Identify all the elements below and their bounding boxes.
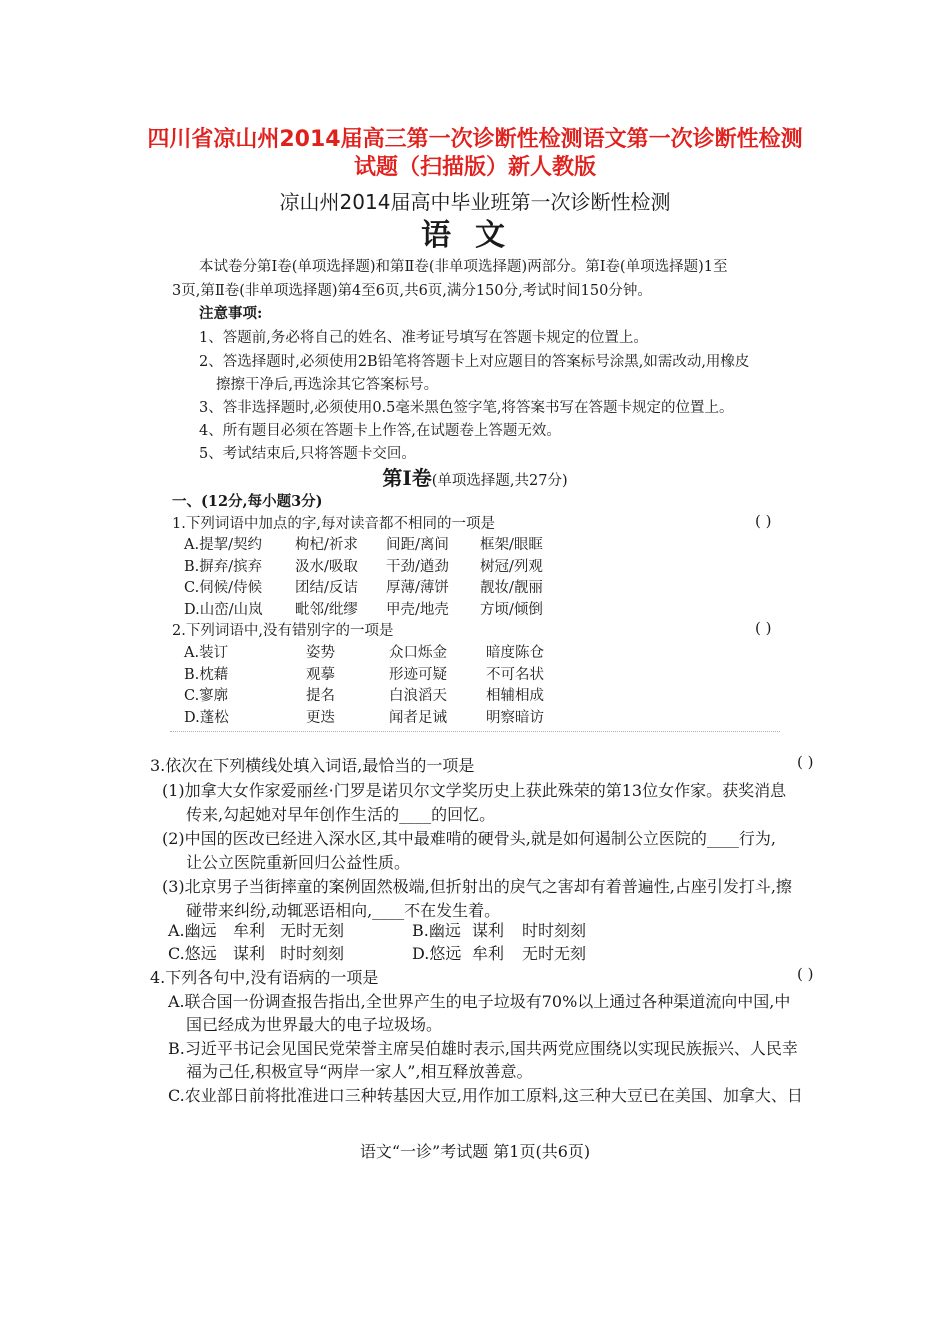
q2-option-cell: 更迭 — [306, 710, 335, 726]
q3-sentence1-line2: 传来,勾起她对早年创作生活的____的回忆。 — [186, 805, 496, 824]
q1-stem: 1.下列词语中加点的字,每对读音都不相同的一项是 — [172, 516, 495, 532]
q2-option-cell: 观摹 — [306, 667, 335, 683]
q1-option-cell: B.摒弃/摈弃 — [184, 559, 263, 575]
q3-sentence2-line1: (2)中国的医改已经进入深水区,其中最难啃的硬骨头,就是如何遏制公立医院的____行为, — [162, 829, 776, 848]
q4-option-C-line1: C.农业部日前将批准进口三种转基因大豆,用作加工原料,这三种大豆已在美国、加拿大、日 — [168, 1086, 803, 1105]
q3-option-cell: B.幽远 — [412, 921, 461, 940]
q3-sentence1-line1: (1)加拿大女作家爱丽丝·门罗是诺贝尔文学奖历史上获此殊荣的第13位女作家。获奖消息 — [162, 781, 787, 800]
q2-stem: 2.下列词语中,没有错别字的一项是 — [172, 623, 394, 639]
page-footer: 语文“一诊”考试题 第1页(共6页) — [359, 1142, 591, 1161]
note-item: 擦擦干净后,再选涂其它答案标号。 — [216, 377, 439, 393]
q4-option-B-line1: B.习近平书记会见国民党荣誉主席吴伯雄时表示,国共两党应围绕以实现民族振兴、人民幸 — [168, 1039, 798, 1058]
q2-option-cell: C.寥廓 — [184, 688, 229, 704]
q2-option-cell: 相辅相成 — [486, 688, 544, 704]
q1-option-cell: 团结/反诘 — [295, 580, 358, 596]
document-title-line2: 试题（扫描版）新人教版 — [353, 155, 596, 180]
subject-title: 语文 — [421, 218, 529, 253]
note-item: 3、答非选择题时,必须使用0.5毫米黑色签字笔,将答案书写在答题卡规定的位置上。 — [199, 400, 734, 416]
q4-option-A-line1: A.联合国一份调查报告指出,全世界产生的电子垃圾有70%以上通过各种渠道流向中国,中 — [168, 992, 791, 1011]
q4-answer-paren: ( ) — [797, 965, 814, 983]
q2-option-cell: 姿势 — [306, 645, 335, 661]
q3-sentence3-line2: 碰带来纠纷,动辄恶语相向,____不在发生着。 — [186, 901, 501, 920]
q3-option-cell: 时时刻刻 — [522, 921, 587, 940]
q3-option-cell: 无时无刻 — [280, 921, 345, 940]
q3-option-cell: 谋利 — [472, 921, 505, 940]
q1-option-cell: 间距/离间 — [386, 537, 449, 553]
section-title-sub: (单项选择题,共27分) — [431, 473, 568, 489]
intro-line1: 本试卷分第Ⅰ卷(单项选择题)和第Ⅱ卷(非单项选择题)两部分。第Ⅰ卷(单项选择题)1至 — [199, 259, 728, 275]
q3-option-cell: 无时无刻 — [522, 944, 587, 963]
q3-option-cell: 时时刻刻 — [280, 944, 345, 963]
q3-option-cell: A.幽远 — [168, 921, 217, 940]
q1-option-cell: C.伺候/侍候 — [184, 580, 263, 596]
q2-option-cell: 明察暗访 — [486, 710, 544, 726]
section-title-main: 第Ⅰ卷 — [382, 466, 432, 490]
q3-option-cell: D.悠远 — [412, 944, 462, 963]
q1-option-cell: 汲水/吸取 — [295, 559, 358, 575]
q2-option-cell: 形迹可疑 — [389, 667, 447, 683]
intro-line2: 3页,第Ⅱ卷(非单项选择题)第4至6页,共6页,满分150分,考试时间150分钟。 — [172, 283, 652, 299]
note-item: 4、所有题目必须在答题卡上作答,在试题卷上答题无效。 — [199, 423, 561, 439]
q4-option-B-line2: 福为己任,积极宣导“两岸一家人”,相互释放善意。 — [186, 1062, 533, 1081]
q2-option-cell: 白浪滔天 — [389, 688, 447, 704]
q4-stem: 4.下列各句中,没有语病的一项是 — [150, 968, 379, 987]
part1-heading: 一、(12分,每小题3分) — [172, 493, 323, 510]
q1-option-cell: D.山峦/山岚 — [184, 602, 263, 618]
q1-option-cell: 厚薄/薄饼 — [386, 580, 449, 596]
q2-option-cell: B.枕藉 — [184, 667, 229, 683]
q1-option-cell: 方顷/倾倒 — [480, 602, 543, 618]
note-item: 5、考试结束后,只将答题卡交回。 — [199, 446, 416, 462]
q1-option-cell: 毗邻/纰缪 — [295, 602, 358, 618]
q3-stem: 3.依次在下列横线处填入词语,最恰当的一项是 — [150, 756, 475, 775]
q3-sentence2-line2: 让公立医院重新回归公益性质。 — [186, 853, 411, 872]
q2-option-cell: A.装订 — [184, 645, 229, 661]
q3-answer-paren: ( ) — [797, 753, 814, 771]
notes-heading: 注意事项: — [199, 305, 263, 322]
q2-option-cell: 闻者足诫 — [389, 710, 447, 726]
q1-option-cell: A.提挈/契约 — [184, 537, 262, 553]
document-title-line1: 四川省凉山州2014届高三第一次诊断性检测语文第一次诊断性检测 — [147, 127, 803, 152]
exam-title: 凉山州2014届高中毕业班第一次诊断性检测 — [279, 190, 671, 214]
q1-option-cell: 靓妆/靓丽 — [480, 580, 543, 596]
note-item: 1、答题前,务必将自己的姓名、准考证号填写在答题卡规定的位置上。 — [199, 330, 648, 346]
q2-option-cell: 暗度陈仓 — [486, 645, 544, 661]
q2-answer-paren: ( ) — [755, 619, 772, 637]
note-item: 2、答选择题时,必须使用2B铅笔将答题卡上对应题目的答案标号涂黑,如需改动,用橡皮 — [199, 354, 750, 370]
q3-sentence3-line1: (3)北京男子当街摔童的案例固然极端,但折射出的戾气之害却有着普遍性,占座引发打斗,擦 — [162, 877, 792, 896]
q1-option-cell: 树冠/列观 — [480, 559, 543, 575]
q1-option-cell: 干劲/遒劲 — [386, 559, 449, 575]
q3-option-cell: 牟利 — [233, 921, 266, 940]
q2-option-cell: 不可名状 — [486, 667, 544, 683]
scan-seam-line — [170, 731, 780, 732]
q1-option-cell: 枸杞/祈求 — [295, 537, 358, 553]
q4-option-A-line2: 国已经成为世界最大的电子垃圾场。 — [186, 1015, 443, 1034]
q3-option-cell: 谋利 — [233, 944, 266, 963]
q1-answer-paren: ( ) — [755, 512, 772, 530]
q1-option-cell: 甲壳/地壳 — [386, 602, 449, 618]
q3-option-cell: C.悠远 — [168, 944, 217, 963]
section-title — [0, 462, 950, 491]
q3-option-cell: 牟利 — [472, 944, 505, 963]
q1-option-cell: 框架/眼眶 — [480, 537, 543, 553]
q2-option-cell: D.蓬松 — [184, 710, 229, 726]
q2-option-cell: 众口烁金 — [389, 645, 447, 661]
q2-option-cell: 提名 — [306, 688, 335, 704]
